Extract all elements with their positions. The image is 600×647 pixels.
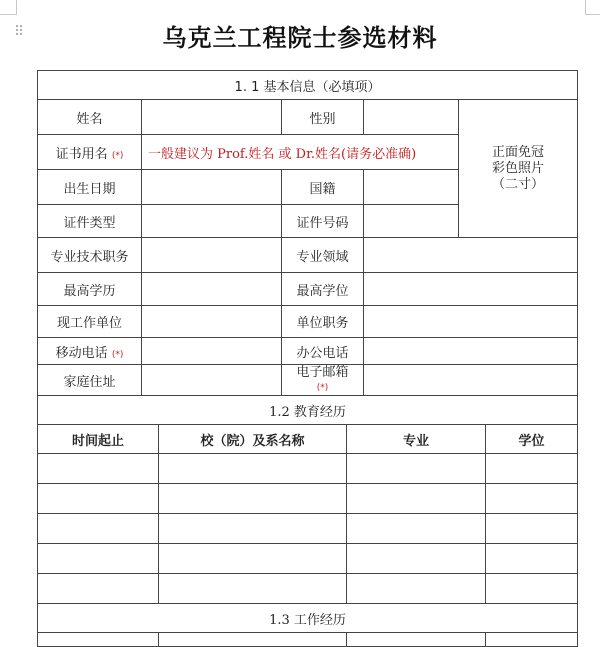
label-field: 专业领域 bbox=[282, 238, 364, 273]
label-tech-title: 专业技术职务 bbox=[38, 238, 142, 273]
field-mobile[interactable] bbox=[142, 338, 282, 365]
form-row-employer bbox=[38, 306, 578, 338]
field-gender[interactable] bbox=[364, 100, 459, 135]
section-title-basic-info: 1. 1 基本信息（必填项） bbox=[38, 71, 578, 100]
field-address[interactable] bbox=[142, 365, 282, 396]
required-mark: (*) bbox=[111, 150, 124, 161]
form-row-address bbox=[38, 365, 578, 396]
col-header-period: 时间起止 bbox=[38, 425, 159, 454]
edu-cell-school[interactable] bbox=[159, 484, 347, 514]
edu-cell-major[interactable] bbox=[347, 514, 486, 544]
edu-cell-period[interactable] bbox=[38, 514, 159, 544]
education-row bbox=[38, 454, 578, 484]
work-cell[interactable] bbox=[159, 633, 347, 647]
field-cert-name[interactable]: 一般建议为 Prof.姓名 或 Dr.姓名(请务必准确) bbox=[142, 135, 459, 170]
label-education: 最高学历 bbox=[38, 273, 142, 306]
col-header-major: 专业 bbox=[347, 425, 486, 454]
field-id-number[interactable] bbox=[364, 205, 459, 238]
edu-cell-period[interactable] bbox=[38, 484, 159, 514]
photo-line-1: 正面免冠 bbox=[492, 144, 545, 160]
edu-cell-degree[interactable] bbox=[486, 544, 578, 574]
label-office-phone: 办公电话 bbox=[282, 338, 364, 365]
label-degree: 最高学位 bbox=[282, 273, 364, 306]
edu-cell-degree[interactable] bbox=[486, 514, 578, 544]
work-header-row bbox=[38, 633, 578, 647]
section-title-education: 1.2 教育经历 bbox=[38, 396, 578, 425]
section-row-education bbox=[38, 396, 578, 425]
section-row-work bbox=[38, 604, 578, 633]
field-education[interactable] bbox=[142, 273, 282, 306]
edu-cell-major[interactable] bbox=[347, 574, 486, 604]
label-id-type: 证件类型 bbox=[38, 205, 142, 238]
col-header-school: 校（院）及系名称 bbox=[159, 425, 347, 454]
form-row-tech-title bbox=[38, 238, 578, 273]
form-row-name bbox=[38, 100, 578, 135]
page-corner-mark-left bbox=[0, 0, 17, 15]
education-header-row bbox=[38, 425, 578, 454]
label-mobile-text: 移动电话 bbox=[55, 345, 108, 361]
field-name[interactable] bbox=[142, 100, 282, 135]
edu-cell-school[interactable] bbox=[159, 574, 347, 604]
work-cell[interactable] bbox=[486, 633, 578, 647]
edu-cell-major[interactable] bbox=[347, 484, 486, 514]
edu-cell-school[interactable] bbox=[159, 544, 347, 574]
field-email[interactable] bbox=[364, 365, 578, 396]
work-cell[interactable] bbox=[347, 633, 486, 647]
label-id-number: 证件号码 bbox=[282, 205, 364, 238]
edu-cell-degree[interactable] bbox=[486, 454, 578, 484]
document-title: 乌克兰工程院士参选材料 bbox=[162, 23, 438, 52]
edu-cell-degree[interactable] bbox=[486, 574, 578, 604]
label-birth-date: 出生日期 bbox=[38, 170, 142, 205]
section-row-basic-info bbox=[38, 71, 578, 100]
education-row bbox=[38, 574, 578, 604]
photo-placeholder[interactable] bbox=[459, 100, 578, 238]
form-row-mobile bbox=[38, 338, 578, 365]
label-name: 姓名 bbox=[38, 100, 142, 135]
drag-handle-icon[interactable]: ⠿ bbox=[14, 24, 24, 40]
edu-cell-degree[interactable] bbox=[486, 484, 578, 514]
work-cell[interactable] bbox=[38, 633, 159, 647]
photo-line-2: 彩色照片 bbox=[492, 160, 545, 176]
label-address: 家庭住址 bbox=[38, 365, 142, 396]
label-mobile bbox=[38, 338, 142, 365]
field-tech-title[interactable] bbox=[142, 238, 282, 273]
field-position[interactable] bbox=[364, 306, 578, 338]
field-nationality[interactable] bbox=[364, 170, 459, 205]
required-mark: (*) bbox=[111, 349, 124, 360]
label-employer: 现工作单位 bbox=[38, 306, 142, 338]
edu-cell-major[interactable] bbox=[347, 454, 486, 484]
label-position: 单位职务 bbox=[282, 306, 364, 338]
field-degree[interactable] bbox=[364, 273, 578, 306]
edu-cell-school[interactable] bbox=[159, 454, 347, 484]
section-title-work: 1.3 工作经历 bbox=[38, 604, 578, 633]
field-birth-date[interactable] bbox=[142, 170, 282, 205]
edu-cell-period[interactable] bbox=[38, 574, 159, 604]
edu-cell-period[interactable] bbox=[38, 544, 159, 574]
edu-cell-school[interactable] bbox=[159, 514, 347, 544]
field-id-type[interactable] bbox=[142, 205, 282, 238]
label-cert-name-text: 证书用名 bbox=[55, 146, 108, 162]
education-row bbox=[38, 544, 578, 574]
form-row-education bbox=[38, 273, 578, 306]
edu-cell-period[interactable] bbox=[38, 454, 159, 484]
label-nationality: 国籍 bbox=[282, 170, 364, 205]
label-gender: 性别 bbox=[282, 100, 364, 135]
application-form-table bbox=[37, 70, 578, 647]
field-office-phone[interactable] bbox=[364, 338, 578, 365]
field-employer[interactable] bbox=[142, 306, 282, 338]
education-row bbox=[38, 514, 578, 544]
label-email bbox=[282, 365, 364, 396]
col-header-degree: 学位 bbox=[486, 425, 578, 454]
edu-cell-major[interactable] bbox=[347, 544, 486, 574]
education-row bbox=[38, 484, 578, 514]
page-corner-mark-right bbox=[585, 0, 600, 15]
photo-line-3: （二寸） bbox=[492, 176, 545, 192]
label-cert-name bbox=[38, 135, 142, 170]
field-field[interactable] bbox=[364, 238, 578, 273]
required-mark: (*) bbox=[316, 382, 329, 393]
label-email-text: 电子邮箱 bbox=[296, 364, 349, 380]
